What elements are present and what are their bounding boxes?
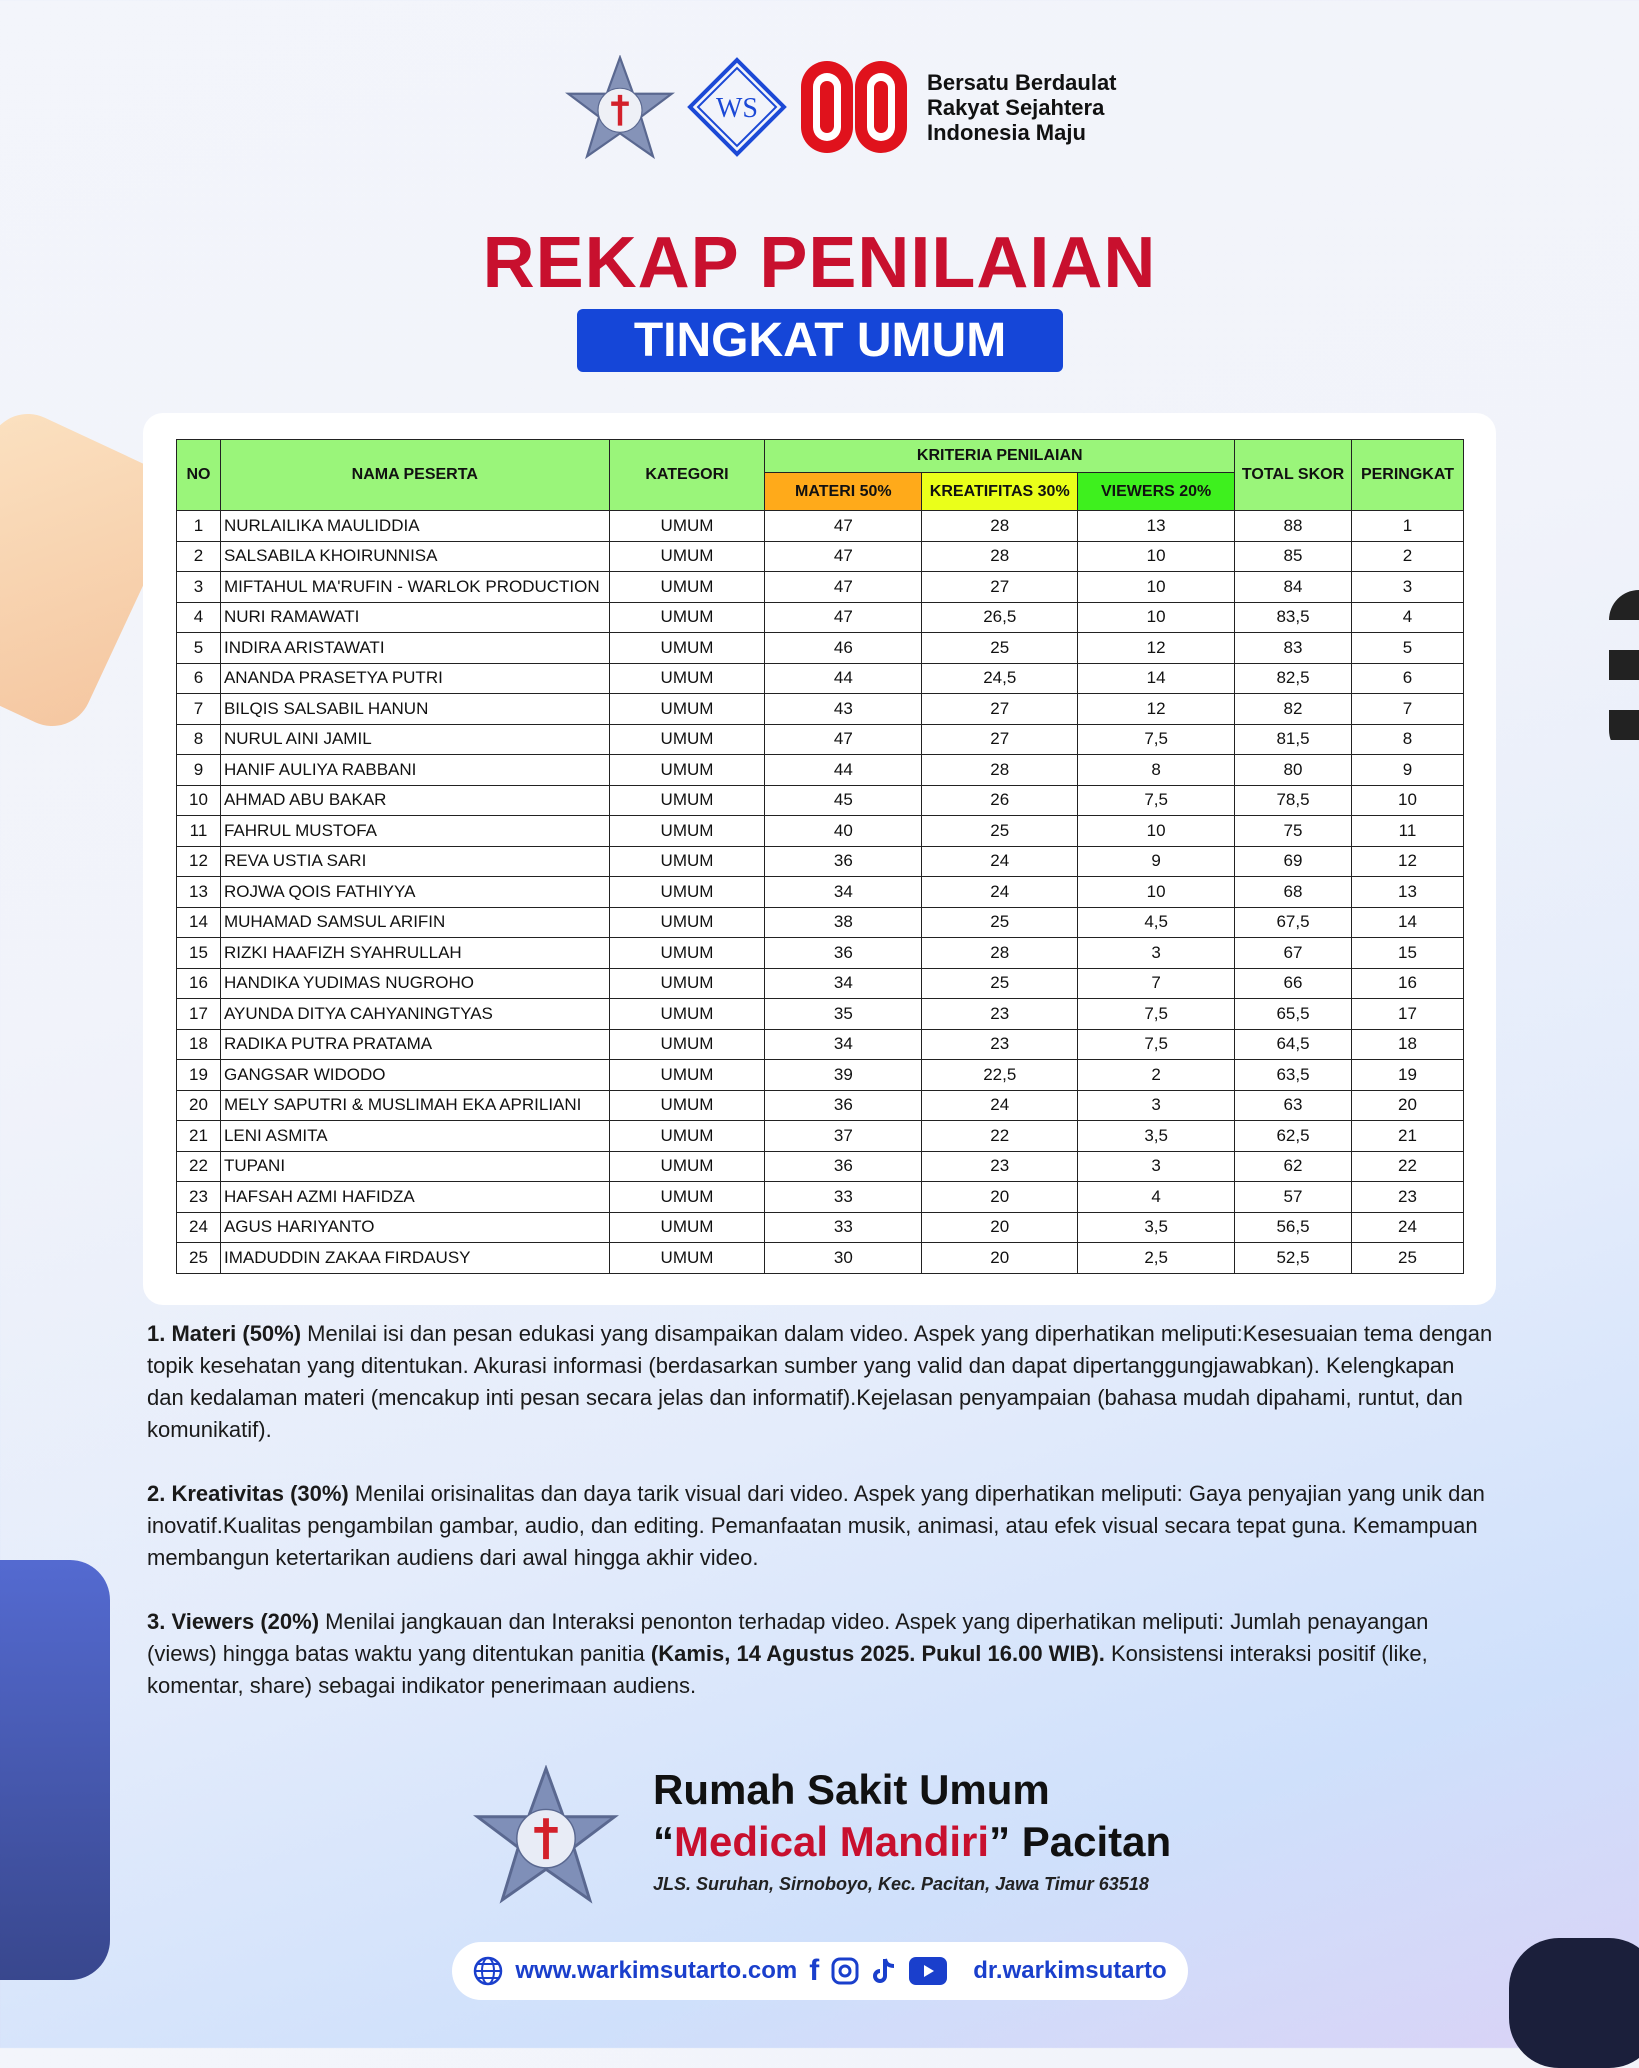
cell-materi: 44 bbox=[765, 755, 922, 786]
cell-kreatifitas: 24,5 bbox=[922, 663, 1078, 694]
note-materi bbox=[147, 1318, 1497, 1446]
cell-nama: SALSABILA KHOIRUNNISA bbox=[220, 541, 609, 572]
table-row bbox=[177, 755, 1464, 786]
table-row bbox=[177, 816, 1464, 847]
cell-kreatifitas: 23 bbox=[922, 999, 1078, 1030]
cell-peringkat: 5 bbox=[1351, 633, 1463, 664]
cell-total: 62 bbox=[1235, 1151, 1352, 1182]
header-viewers: VIEWERS 20% bbox=[1078, 473, 1235, 511]
cell-no: 18 bbox=[177, 1029, 221, 1060]
cell-materi: 47 bbox=[765, 572, 922, 603]
cell-kreatifitas: 25 bbox=[922, 633, 1078, 664]
cell-kategori: UMUM bbox=[609, 816, 765, 847]
cell-kreatifitas: 20 bbox=[922, 1182, 1078, 1213]
table-row bbox=[177, 663, 1464, 694]
cell-kategori: UMUM bbox=[609, 1243, 765, 1274]
note-text: Menilai orisinalitas dan daya tarik visual dari video. Aspek yang diperhatikan meliputi: Gaya penyajian yang unik dan inovatif.Kualitas pengambilan gambar, audio, dan editing. Pemanfaatan musik, animasi, atau efek visual secara tepat guna. Kemampuan membangun ketertarikan audiens dari awal hingga akhir video. bbox=[147, 1481, 1485, 1570]
cell-materi: 38 bbox=[765, 907, 922, 938]
cell-no: 20 bbox=[177, 1090, 221, 1121]
cell-no: 19 bbox=[177, 1060, 221, 1091]
cell-kreatifitas: 20 bbox=[922, 1212, 1078, 1243]
cell-peringkat: 9 bbox=[1351, 755, 1463, 786]
table-row bbox=[177, 511, 1464, 542]
tiktok-icon[interactable] bbox=[871, 1957, 897, 1985]
cell-kategori: UMUM bbox=[609, 1060, 765, 1091]
cell-viewers: 7,5 bbox=[1078, 1029, 1235, 1060]
cell-no: 21 bbox=[177, 1121, 221, 1152]
cell-nama: ROJWA QOIS FATHIYYA bbox=[220, 877, 609, 908]
cell-peringkat: 13 bbox=[1351, 877, 1463, 908]
cell-no: 2 bbox=[177, 541, 221, 572]
cell-viewers: 10 bbox=[1078, 572, 1235, 603]
cell-kreatifitas: 25 bbox=[922, 968, 1078, 999]
tagline-line: Bersatu Berdaulat bbox=[927, 69, 1117, 95]
cell-peringkat: 14 bbox=[1351, 907, 1463, 938]
table-row bbox=[177, 877, 1464, 908]
cell-kategori: UMUM bbox=[609, 877, 765, 908]
cell-kreatifitas: 28 bbox=[922, 511, 1078, 542]
cell-kategori: UMUM bbox=[609, 999, 765, 1030]
table-row bbox=[177, 1090, 1464, 1121]
cell-viewers: 13 bbox=[1078, 511, 1235, 542]
note-title: 1. Materi (50%) bbox=[147, 1321, 302, 1346]
cell-kategori: UMUM bbox=[609, 785, 765, 816]
cell-viewers: 10 bbox=[1078, 541, 1235, 572]
cell-peringkat: 11 bbox=[1351, 816, 1463, 847]
cell-nama: NURUL AINI JAMIL bbox=[220, 724, 609, 755]
cell-materi: 40 bbox=[765, 816, 922, 847]
note-viewers bbox=[147, 1606, 1497, 1702]
cell-materi: 34 bbox=[765, 1029, 922, 1060]
cell-kreatifitas: 20 bbox=[922, 1243, 1078, 1274]
table-row bbox=[177, 602, 1464, 633]
cell-kreatifitas: 24 bbox=[922, 846, 1078, 877]
cell-viewers: 4 bbox=[1078, 1182, 1235, 1213]
globe-icon bbox=[473, 1956, 503, 1986]
cell-kreatifitas: 27 bbox=[922, 724, 1078, 755]
subtitle-badge: TINGKAT UMUM bbox=[577, 309, 1063, 372]
cell-viewers: 7,5 bbox=[1078, 999, 1235, 1030]
cell-kategori: UMUM bbox=[609, 1182, 765, 1213]
table-row bbox=[177, 1182, 1464, 1213]
cell-viewers: 3 bbox=[1078, 938, 1235, 969]
hospital-star-logo bbox=[473, 1765, 619, 1905]
cell-viewers: 12 bbox=[1078, 694, 1235, 725]
page-title: REKAP PENILAIAN bbox=[482, 223, 1157, 303]
cell-no: 22 bbox=[177, 1151, 221, 1182]
table-row bbox=[177, 1243, 1464, 1274]
cell-nama: HANDIKA YUDIMAS NUGROHO bbox=[220, 968, 609, 999]
cell-kategori: UMUM bbox=[609, 694, 765, 725]
cell-materi: 33 bbox=[765, 1182, 922, 1213]
cell-no: 5 bbox=[177, 633, 221, 664]
cell-viewers: 3,5 bbox=[1078, 1212, 1235, 1243]
cell-total: 83,5 bbox=[1235, 602, 1352, 633]
decorative-shape bbox=[0, 1560, 110, 1980]
cell-kreatifitas: 26 bbox=[922, 785, 1078, 816]
cell-peringkat: 17 bbox=[1351, 999, 1463, 1030]
tagline bbox=[927, 70, 1117, 145]
cell-no: 17 bbox=[177, 999, 221, 1030]
cell-viewers: 12 bbox=[1078, 633, 1235, 664]
table-row bbox=[177, 785, 1464, 816]
table-row bbox=[177, 846, 1464, 877]
cell-nama: GANGSAR WIDODO bbox=[220, 1060, 609, 1091]
cell-viewers: 3,5 bbox=[1078, 1121, 1235, 1152]
cell-total: 82,5 bbox=[1235, 663, 1352, 694]
table-row bbox=[177, 1121, 1464, 1152]
note-text: Menilai isi dan pesan edukasi yang disampaikan dalam video. Aspek yang diperhatikan meliputi:Kesesuaian tema dengan topik kesehatan yang ditentukan. Akurasi informasi (berdasarkan sumber yang valid dan dapat dipertanggungjawabkan). Kelengkapan dan kedalaman materi (mencakup inti pesan secara jelas dan informatif).Kejelasan penyampaian (bahasa mudah dipahami, runtut, dan komunikatif). bbox=[147, 1321, 1493, 1442]
cell-materi: 33 bbox=[765, 1212, 922, 1243]
header-no: NO bbox=[177, 440, 221, 511]
cell-kategori: UMUM bbox=[609, 602, 765, 633]
facebook-icon[interactable]: f bbox=[809, 1954, 820, 1987]
cell-peringkat: 23 bbox=[1351, 1182, 1463, 1213]
cell-peringkat: 25 bbox=[1351, 1243, 1463, 1274]
header-peringkat: PERINGKAT bbox=[1351, 440, 1463, 511]
cell-total: 63,5 bbox=[1235, 1060, 1352, 1091]
table-row bbox=[177, 968, 1464, 999]
cell-total: 88 bbox=[1235, 511, 1352, 542]
hospital-info bbox=[653, 1766, 1171, 1895]
cell-kategori: UMUM bbox=[609, 755, 765, 786]
cell-peringkat: 1 bbox=[1351, 511, 1463, 542]
cell-kreatifitas: 22,5 bbox=[922, 1060, 1078, 1091]
cell-materi: 34 bbox=[765, 877, 922, 908]
cell-materi: 35 bbox=[765, 999, 922, 1030]
cell-total: 66 bbox=[1235, 968, 1352, 999]
hospital-name-red: Medical Mandiri bbox=[674, 1818, 990, 1865]
social-handle[interactable]: dr.warkimsutarto bbox=[973, 1957, 1167, 1984]
cell-materi: 47 bbox=[765, 724, 922, 755]
hospital-address: JLS. Suruhan, Sirnoboyo, Kec. Pacitan, Jawa Timur 63518 bbox=[653, 1874, 1149, 1894]
decorative-shape bbox=[1609, 590, 1639, 760]
table-row bbox=[177, 1060, 1464, 1091]
cell-kategori: UMUM bbox=[609, 511, 765, 542]
cell-total: 65,5 bbox=[1235, 999, 1352, 1030]
cell-total: 78,5 bbox=[1235, 785, 1352, 816]
cell-kategori: UMUM bbox=[609, 1212, 765, 1243]
cell-no: 14 bbox=[177, 907, 221, 938]
cell-materi: 47 bbox=[765, 602, 922, 633]
cell-nama: LENI ASMITA bbox=[220, 1121, 609, 1152]
cell-kreatifitas: 28 bbox=[922, 541, 1078, 572]
cell-nama: MELY SAPUTRI & MUSLIMAH EKA APRILIANI bbox=[220, 1090, 609, 1121]
cell-viewers: 3 bbox=[1078, 1090, 1235, 1121]
cell-peringkat: 8 bbox=[1351, 724, 1463, 755]
cell-kategori: UMUM bbox=[609, 572, 765, 603]
cell-nama: ANANDA PRASETYA PUTRI bbox=[220, 663, 609, 694]
hospital-name bbox=[653, 1818, 1171, 1866]
note-kreativitas bbox=[147, 1478, 1497, 1574]
cell-nama: REVA USTIA SARI bbox=[220, 846, 609, 877]
note-text: Konsistensi interaksi positif (like, komentar, share) sebagai indikator penerimaan audiens. bbox=[147, 1641, 1428, 1698]
cell-total: 85 bbox=[1235, 541, 1352, 572]
cell-kategori: UMUM bbox=[609, 846, 765, 877]
cell-peringkat: 10 bbox=[1351, 785, 1463, 816]
cell-kategori: UMUM bbox=[609, 907, 765, 938]
cell-nama: AGUS HARIYANTO bbox=[220, 1212, 609, 1243]
cell-no: 7 bbox=[177, 694, 221, 725]
ws-logo bbox=[687, 57, 787, 157]
decorative-shape bbox=[1509, 1938, 1639, 2068]
cell-total: 81,5 bbox=[1235, 724, 1352, 755]
cell-nama: INDIRA ARISTAWATI bbox=[220, 633, 609, 664]
cell-nama: NURLAILIKA MAULIDDIA bbox=[220, 511, 609, 542]
cell-peringkat: 12 bbox=[1351, 846, 1463, 877]
header-total: TOTAL SKOR bbox=[1235, 440, 1352, 511]
cell-kategori: UMUM bbox=[609, 938, 765, 969]
cell-viewers: 2,5 bbox=[1078, 1243, 1235, 1274]
cell-nama: IMADUDDIN ZAKAA FIRDAUSY bbox=[220, 1243, 609, 1274]
cell-viewers: 7,5 bbox=[1078, 785, 1235, 816]
header-nama: NAMA PESERTA bbox=[220, 440, 609, 511]
header-materi: MATERI 50% bbox=[765, 473, 922, 511]
hospital-star-logo bbox=[565, 55, 675, 160]
cell-kreatifitas: 28 bbox=[922, 755, 1078, 786]
cell-kategori: UMUM bbox=[609, 1090, 765, 1121]
cell-no: 15 bbox=[177, 938, 221, 969]
cell-kategori: UMUM bbox=[609, 1151, 765, 1182]
cell-no: 11 bbox=[177, 816, 221, 847]
table-row bbox=[177, 633, 1464, 664]
table-row bbox=[177, 694, 1464, 725]
table-row bbox=[177, 724, 1464, 755]
cell-kategori: UMUM bbox=[609, 724, 765, 755]
cell-kreatifitas: 23 bbox=[922, 1029, 1078, 1060]
cell-materi: 34 bbox=[765, 968, 922, 999]
cell-peringkat: 19 bbox=[1351, 1060, 1463, 1091]
table-row bbox=[177, 1029, 1464, 1060]
hospital-line1: Rumah Sakit Umum bbox=[653, 1766, 1050, 1813]
cell-total: 62,5 bbox=[1235, 1121, 1352, 1152]
cell-no: 9 bbox=[177, 755, 221, 786]
cell-total: 84 bbox=[1235, 572, 1352, 603]
cell-kategori: UMUM bbox=[609, 633, 765, 664]
cell-peringkat: 6 bbox=[1351, 663, 1463, 694]
cell-materi: 43 bbox=[765, 694, 922, 725]
cell-peringkat: 20 bbox=[1351, 1090, 1463, 1121]
cell-total: 75 bbox=[1235, 816, 1352, 847]
cell-kreatifitas: 24 bbox=[922, 877, 1078, 908]
cell-total: 52,5 bbox=[1235, 1243, 1352, 1274]
cell-materi: 36 bbox=[765, 1151, 922, 1182]
instagram-icon[interactable] bbox=[831, 1957, 859, 1985]
80-anniversary-logo bbox=[799, 57, 909, 157]
cell-viewers: 8 bbox=[1078, 755, 1235, 786]
cell-materi: 47 bbox=[765, 541, 922, 572]
cell-total: 63 bbox=[1235, 1090, 1352, 1121]
cell-total: 67,5 bbox=[1235, 907, 1352, 938]
cell-nama: RADIKA PUTRA PRATAMA bbox=[220, 1029, 609, 1060]
note-title: 2. Kreativitas (30%) bbox=[147, 1481, 349, 1506]
cell-peringkat: 16 bbox=[1351, 968, 1463, 999]
cell-total: 80 bbox=[1235, 755, 1352, 786]
cell-viewers: 10 bbox=[1078, 602, 1235, 633]
cell-viewers: 4,5 bbox=[1078, 907, 1235, 938]
cell-no: 23 bbox=[177, 1182, 221, 1213]
tagline-line: Rakyat Sejahtera bbox=[927, 94, 1105, 120]
hospital-city: ” Pacitan bbox=[989, 1818, 1172, 1865]
header-kriteria: KRITERIA PENILAIAN bbox=[765, 440, 1235, 473]
cell-viewers: 3 bbox=[1078, 1151, 1235, 1182]
cell-kreatifitas: 25 bbox=[922, 907, 1078, 938]
cell-kategori: UMUM bbox=[609, 1121, 765, 1152]
cell-viewers: 7,5 bbox=[1078, 724, 1235, 755]
cell-kreatifitas: 23 bbox=[922, 1151, 1078, 1182]
cell-materi: 39 bbox=[765, 1060, 922, 1091]
cell-materi: 36 bbox=[765, 1090, 922, 1121]
cell-nama: BILQIS SALSABIL HANUN bbox=[220, 694, 609, 725]
table-row bbox=[177, 1151, 1464, 1182]
cell-materi: 46 bbox=[765, 633, 922, 664]
cell-no: 4 bbox=[177, 602, 221, 633]
cell-no: 1 bbox=[177, 511, 221, 542]
cell-peringkat: 2 bbox=[1351, 541, 1463, 572]
cell-nama: MUHAMAD SAMSUL ARIFIN bbox=[220, 907, 609, 938]
cell-kreatifitas: 22 bbox=[922, 1121, 1078, 1152]
cell-materi: 47 bbox=[765, 511, 922, 542]
cell-no: 13 bbox=[177, 877, 221, 908]
table-row bbox=[177, 999, 1464, 1030]
tagline-line: Indonesia Maju bbox=[927, 119, 1086, 145]
note-text: Menilai jangkauan dan Interaksi penonton terhadap video. Aspek yang diperhatikan meliputi: Jumlah penayangan (views) hingga batas waktu yang ditentukan panitia bbox=[147, 1609, 1429, 1666]
cell-viewers: 14 bbox=[1078, 663, 1235, 694]
cell-kreatifitas: 27 bbox=[922, 694, 1078, 725]
cell-kategori: UMUM bbox=[609, 968, 765, 999]
cell-viewers: 7 bbox=[1078, 968, 1235, 999]
cell-kreatifitas: 26,5 bbox=[922, 602, 1078, 633]
header-logos bbox=[565, 52, 1117, 162]
note-deadline: (Kamis, 14 Agustus 2025. Pukul 16.00 WIB). bbox=[650, 1641, 1105, 1666]
note-title: 3. Viewers (20%) bbox=[147, 1609, 320, 1634]
cell-peringkat: 3 bbox=[1351, 572, 1463, 603]
cell-total: 67 bbox=[1235, 938, 1352, 969]
cell-no: 24 bbox=[177, 1212, 221, 1243]
table-row bbox=[177, 938, 1464, 969]
header-kategori: KATEGORI bbox=[609, 440, 765, 511]
contact-bar bbox=[452, 1942, 1188, 2000]
cell-no: 6 bbox=[177, 663, 221, 694]
cell-no: 10 bbox=[177, 785, 221, 816]
cell-materi: 44 bbox=[765, 663, 922, 694]
cell-total: 69 bbox=[1235, 846, 1352, 877]
cell-viewers: 10 bbox=[1078, 816, 1235, 847]
cell-no: 12 bbox=[177, 846, 221, 877]
youtube-icon[interactable] bbox=[909, 1957, 947, 1985]
cell-no: 8 bbox=[177, 724, 221, 755]
cell-peringkat: 4 bbox=[1351, 602, 1463, 633]
cell-total: 83 bbox=[1235, 633, 1352, 664]
cell-viewers: 10 bbox=[1078, 877, 1235, 908]
header-kreatifitas: KREATIFITAS 30% bbox=[922, 473, 1078, 511]
cell-peringkat: 18 bbox=[1351, 1029, 1463, 1060]
table-row bbox=[177, 907, 1464, 938]
criteria-notes bbox=[147, 1318, 1497, 1734]
cell-nama: AHMAD ABU BAKAR bbox=[220, 785, 609, 816]
cell-nama: AYUNDA DITYA CAHYANINGTYAS bbox=[220, 999, 609, 1030]
cell-nama: TUPANI bbox=[220, 1151, 609, 1182]
cell-nama: RIZKI HAAFIZH SYAHRULLAH bbox=[220, 938, 609, 969]
cell-nama: HAFSAH AZMI HAFIDZA bbox=[220, 1182, 609, 1213]
cell-no: 16 bbox=[177, 968, 221, 999]
cell-kreatifitas: 28 bbox=[922, 938, 1078, 969]
quote: “ bbox=[653, 1818, 674, 1865]
website-link[interactable]: www.warkimsutarto.com bbox=[515, 1957, 798, 1984]
cell-kategori: UMUM bbox=[609, 541, 765, 572]
cell-peringkat: 22 bbox=[1351, 1151, 1463, 1182]
cell-kreatifitas: 27 bbox=[922, 572, 1078, 603]
cell-peringkat: 24 bbox=[1351, 1212, 1463, 1243]
cell-kreatifitas: 24 bbox=[922, 1090, 1078, 1121]
svg-text:WS: WS bbox=[716, 93, 758, 124]
cell-total: 68 bbox=[1235, 877, 1352, 908]
table-row bbox=[177, 1212, 1464, 1243]
cell-materi: 45 bbox=[765, 785, 922, 816]
cell-total: 82 bbox=[1235, 694, 1352, 725]
table-row bbox=[177, 572, 1464, 603]
cell-no: 25 bbox=[177, 1243, 221, 1274]
cell-nama: NURI RAMAWATI bbox=[220, 602, 609, 633]
cell-nama: MIFTAHUL MA'RUFIN - WARLOK PRODUCTION bbox=[220, 572, 609, 603]
cell-total: 56,5 bbox=[1235, 1212, 1352, 1243]
cell-materi: 30 bbox=[765, 1243, 922, 1274]
cell-total: 57 bbox=[1235, 1182, 1352, 1213]
cell-peringkat: 7 bbox=[1351, 694, 1463, 725]
table-row bbox=[177, 541, 1464, 572]
cell-viewers: 9 bbox=[1078, 846, 1235, 877]
score-table bbox=[176, 439, 1464, 1274]
cell-kategori: UMUM bbox=[609, 663, 765, 694]
cell-no: 3 bbox=[177, 572, 221, 603]
cell-peringkat: 15 bbox=[1351, 938, 1463, 969]
cell-kreatifitas: 25 bbox=[922, 816, 1078, 847]
cell-materi: 36 bbox=[765, 846, 922, 877]
cell-viewers: 2 bbox=[1078, 1060, 1235, 1091]
cell-kategori: UMUM bbox=[609, 1029, 765, 1060]
cell-peringkat: 21 bbox=[1351, 1121, 1463, 1152]
cell-nama: FAHRUL MUSTOFA bbox=[220, 816, 609, 847]
cell-total: 64,5 bbox=[1235, 1029, 1352, 1060]
cell-materi: 37 bbox=[765, 1121, 922, 1152]
cell-materi: 36 bbox=[765, 938, 922, 969]
cell-nama: HANIF AULIYA RABBANI bbox=[220, 755, 609, 786]
